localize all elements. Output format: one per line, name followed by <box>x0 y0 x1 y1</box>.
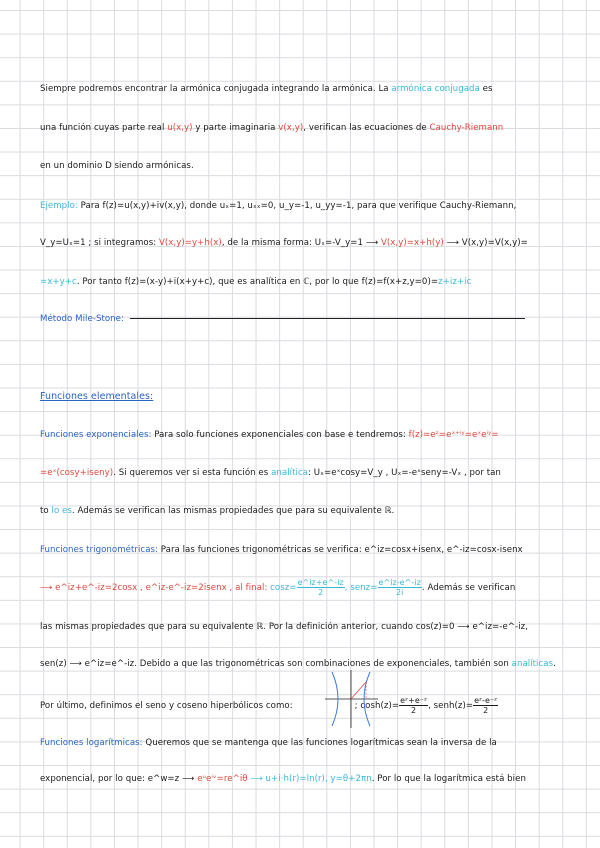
trig-line-3 <box>40 620 560 634</box>
text: una función cuyas parte real <box>40 123 168 133</box>
trig-line-2 <box>40 578 560 597</box>
text: , senh(z)= <box>428 701 474 711</box>
text: es <box>479 84 493 94</box>
text: . <box>553 659 556 669</box>
formula-v-integrated: V(x,y)=y+h(x) <box>158 238 222 248</box>
text: Siempre podremos encontrar la armónica conjugada integrando la armónica. La <box>40 84 392 94</box>
text: . Además se verifican <box>421 583 516 593</box>
formula-v: v(x,y) <box>278 123 304 133</box>
trig-line-5 <box>40 696 560 715</box>
trig-line-1 <box>40 543 560 557</box>
text: : Uₓ=eˣcosy=V_y , Uₓ=-eˣseny=-Vₓ , por tan <box>308 468 501 478</box>
heading-text: Funciones elementales: <box>40 391 154 402</box>
formula-senz: , senz= <box>344 583 378 593</box>
exponential-label: Funciones exponenciales: <box>40 430 152 440</box>
trig-line-4 <box>40 657 560 671</box>
formula-exp: f(z)=eᶻ=eˣ⁺ⁱʸ=eˣeⁱʸ= <box>408 430 499 440</box>
example-line-3 <box>40 275 560 289</box>
fraction-cosh: $\frac{\text{eᶻ+e⁻ᶻ}}{2}$ <box>400 696 428 715</box>
formula-log-polar: eᵘeⁱᵛ=re^iθ <box>197 774 248 784</box>
paragraph-armonica-line-3 <box>40 159 560 173</box>
fraction-cosz: $\frac{e\^{}iz+e\^{}-iz}{2}$ <box>297 578 344 597</box>
text: . Por tanto f(z)=(x-y)+i(x+y+c), que es analítica en ℂ, por lo que f(z)=f(x+z,y=0)= <box>76 277 439 287</box>
paragraph-armonica-line-2 <box>40 121 560 135</box>
formula-log-result: u+i·h(r)=ln(r), y=θ+2πn <box>265 774 372 784</box>
text: exponencial, por lo que: e^w=z ⟶ <box>40 774 198 784</box>
highlight-analiticos: analíticas <box>511 659 554 669</box>
text: Por último, definimos el seno y coseno hiperbólicos como: <box>40 701 293 711</box>
text: , de la misma forma: Uₓ=-V_y=1 ⟶ <box>221 238 381 248</box>
text: sen(z) ⟶ e^iz=e^-iz. Debido a que las trigonométricas son combinaciones de exponenciales, también son <box>40 659 512 669</box>
formula-cosz: cosz= <box>270 583 297 593</box>
log-label: Funciones logarítmicas: <box>40 738 143 748</box>
text: , verifican las ecuaciones de <box>303 123 430 133</box>
text: . Por lo que la logarítmica está bien <box>371 774 526 784</box>
text: Queremos que se mantenga que las funciones logarítmicas sean la inversa de la <box>142 738 497 748</box>
formula-v-second: V(x,y)=x+h(y) <box>380 238 444 248</box>
paragraph-armonica-line-1 <box>40 82 560 96</box>
fraction-senz: $\frac{e\^{}iz-e\^{}-iz}{2i}$ <box>378 578 421 597</box>
text: y parte imaginaria <box>192 123 279 133</box>
method-label: Método Mile-Stone: <box>40 314 124 324</box>
text: Para solo funciones exponenciales con base e tendremos: <box>151 430 409 440</box>
text: Para las funciones trigonométricas se verifica: e^iz=cosx+isenx, e^-iz=cosx-isenx <box>158 545 523 555</box>
exponential-line-2 <box>40 466 560 480</box>
text: to <box>40 506 52 516</box>
highlight-cauchy-riemann: Cauchy-Riemann <box>429 123 504 133</box>
text: Para f(z)=u(x,y)+iv(x,y), donde uₓ=1, uₓₓ=0, u_y=-1, u_yy=-1, para que verifique Cauchy-Riemann, <box>77 201 517 211</box>
log-line-1 <box>40 736 560 750</box>
text: . Si queremos ver si esta función es <box>113 468 272 478</box>
text: V_y=Uₓ=1 ; si integramos: <box>40 238 159 248</box>
highlight-analitica: analítica <box>271 468 309 478</box>
exponential-line-1 <box>40 428 560 442</box>
hyperbola-sketch <box>322 668 380 730</box>
section-heading <box>40 390 560 404</box>
exponential-line-3 <box>40 504 560 518</box>
formula-result: z+iz+ic <box>438 277 472 287</box>
example-label: Ejemplo: <box>40 201 78 211</box>
fraction-senh: $\frac{\text{eᶻ-e⁻ᶻ}}{2}$ <box>474 696 498 715</box>
text: . Además se verifican las mismas propiedades que para su equivalente ℝ. <box>71 506 395 516</box>
text: las mismas propiedades que para su equivalente ℝ. Por la definición anterior, cuando cos(z)=0 ⟶ e^iz=-e^-iz, <box>40 622 528 632</box>
formula-u: u(x,y) <box>167 123 193 133</box>
highlight-lo-es: lo es <box>51 506 72 516</box>
text: en un dominio D siendo armónicas. <box>40 161 194 171</box>
method-line <box>40 312 560 326</box>
highlight-armonica-conjugada: armónica conjugada <box>391 84 480 94</box>
formula-exp-trig: =eˣ(cosy+iseny) <box>40 468 114 478</box>
text: ⟶ V(x,y)=V(x,y)= <box>443 238 528 248</box>
example-line-1 <box>40 199 560 213</box>
trig-label: Funciones trigonométricas: <box>40 545 158 555</box>
arrow: ⟶ <box>247 774 266 784</box>
example-line-2 <box>40 236 560 250</box>
divider-line <box>130 318 525 319</box>
formula-xyc: =x+y+c <box>40 277 77 287</box>
log-line-2 <box>40 772 560 786</box>
text: ; cosh(z)= <box>354 701 400 711</box>
formula-trig-sum: ⟶ e^iz+e^-iz=2cosx , e^iz-e^-iz=2isenx , al final: <box>40 583 271 593</box>
